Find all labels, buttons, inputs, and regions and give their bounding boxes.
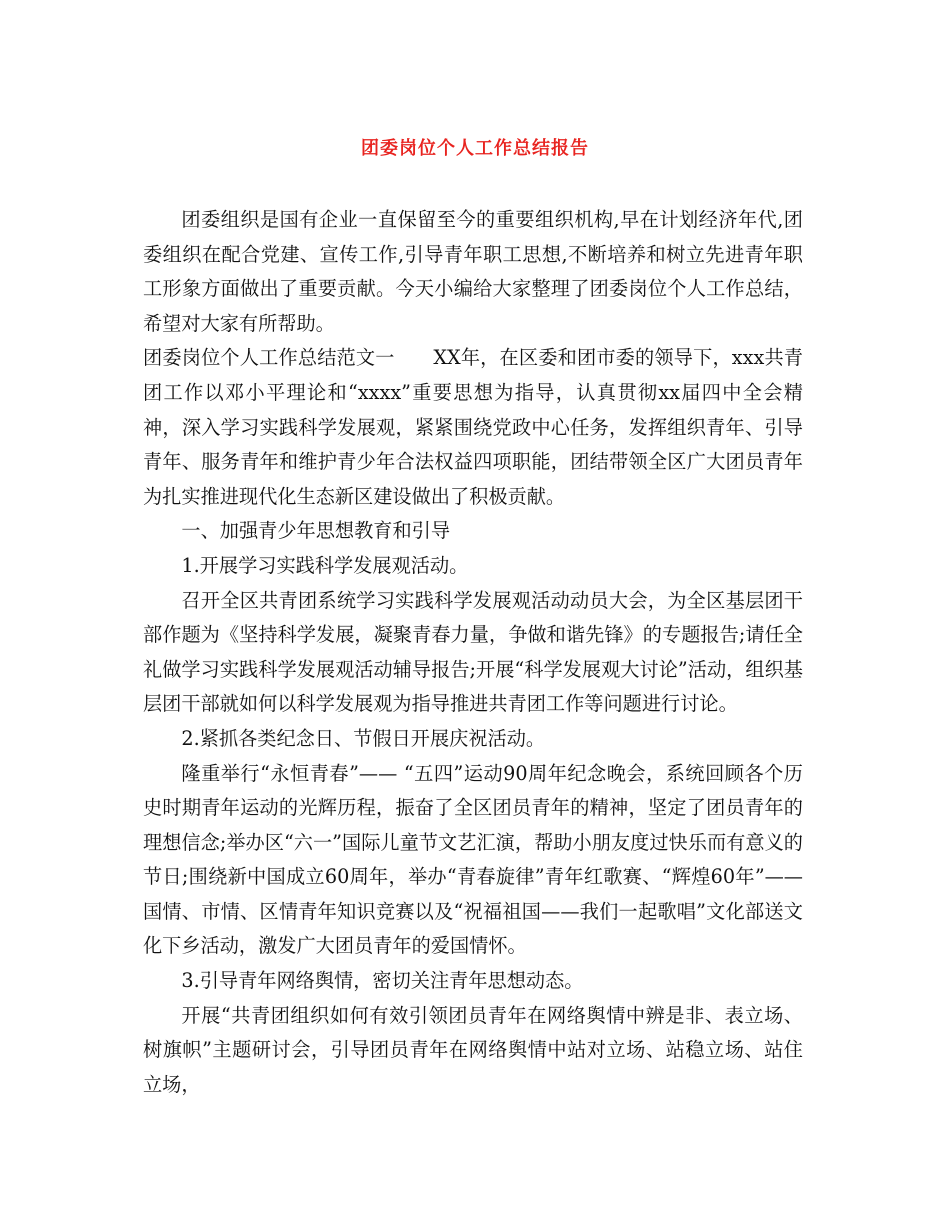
sample-one-paragraph: 团委岗位个人工作总结范文一 XX年，在区委和团市委的领导下，xxx共青团工作以邓小平理论和“xxxx”重要思想为指导，认真贯彻xx届四中全会精神，深入学习实践科学发展观，紧紧围绕党政中心任务，发挥组织青年、引导青年、服务青年和维护青少年合法权益四项职能，团结带领全区广大团员青年为扎实推进现代化生态新区建设做出了积极贡献。 [143, 346, 803, 508]
intro-paragraph: 团委组织是国有企业一直保留至今的重要组织机构,早在计划经济年代,团委组织在配合党建、宣传工作,引导青年职工思想,不断培养和树立先进青年职工形象方面做出了重要贡献。今天小编给大家整理了团委岗位个人工作总结，希望对大家有所帮助。 [143, 208, 803, 335]
section-heading-1: 一、加强青少年思想教育和引导 [181, 519, 451, 543]
paragraph-celebrations: 隆重举行“永恒青春”—— “五四”运动90周年纪念晚会，系统回顾各个历史时期青年运动的光辉历程，振奋了全区团员青年的精神，坚定了团员青年的理想信念;举办区“六一”国际儿童节文艺汇演，帮助小朋友度过快乐而有意义的节日;围绕新中国成立60周年，举办“青春旋律”青年红歌赛、“辉煌60年”——国情、市情、区情青年知识竞赛以及“祝福祖国——我们一起歌唱”文化部送文化下乡活动，激发广大团员青年的爱国情怀。 [143, 761, 803, 958]
document-title: 团委岗位个人工作总结报告 [361, 138, 589, 159]
subheading-2: 2.紧抓各类纪念日、节假日开展庆祝活动。 [181, 726, 546, 750]
paragraph-study-activity: 召开全区共青团系统学习实践科学发展观活动动员大会，为全区基层团干部作题为《坚持科学发展，凝聚青春力量，争做和谐先锋》的专题报告;请任全礼做学习实践科学发展观活动辅导报告;开展“科学发展观大讨论”活动，组织基层团干部就如何以科学发展观为指导推进共青团工作等问题进行讨论。 [143, 588, 803, 716]
subheading-1: 1.开展学习实践科学发展观活动。 [181, 553, 469, 577]
subheading-3: 3.引导青年网络舆情，密切关注青年思想动态。 [181, 969, 584, 993]
paragraph-online-opinion: 开展“共青团组织如何有效引领团员青年在网络舆情中辨是非、表立场、树旗帜”主题研讨会，引导团员青年在网络舆情中站对立场、站稳立场、站住立场， [143, 1003, 803, 1096]
document-body [143, 203, 803, 1102]
